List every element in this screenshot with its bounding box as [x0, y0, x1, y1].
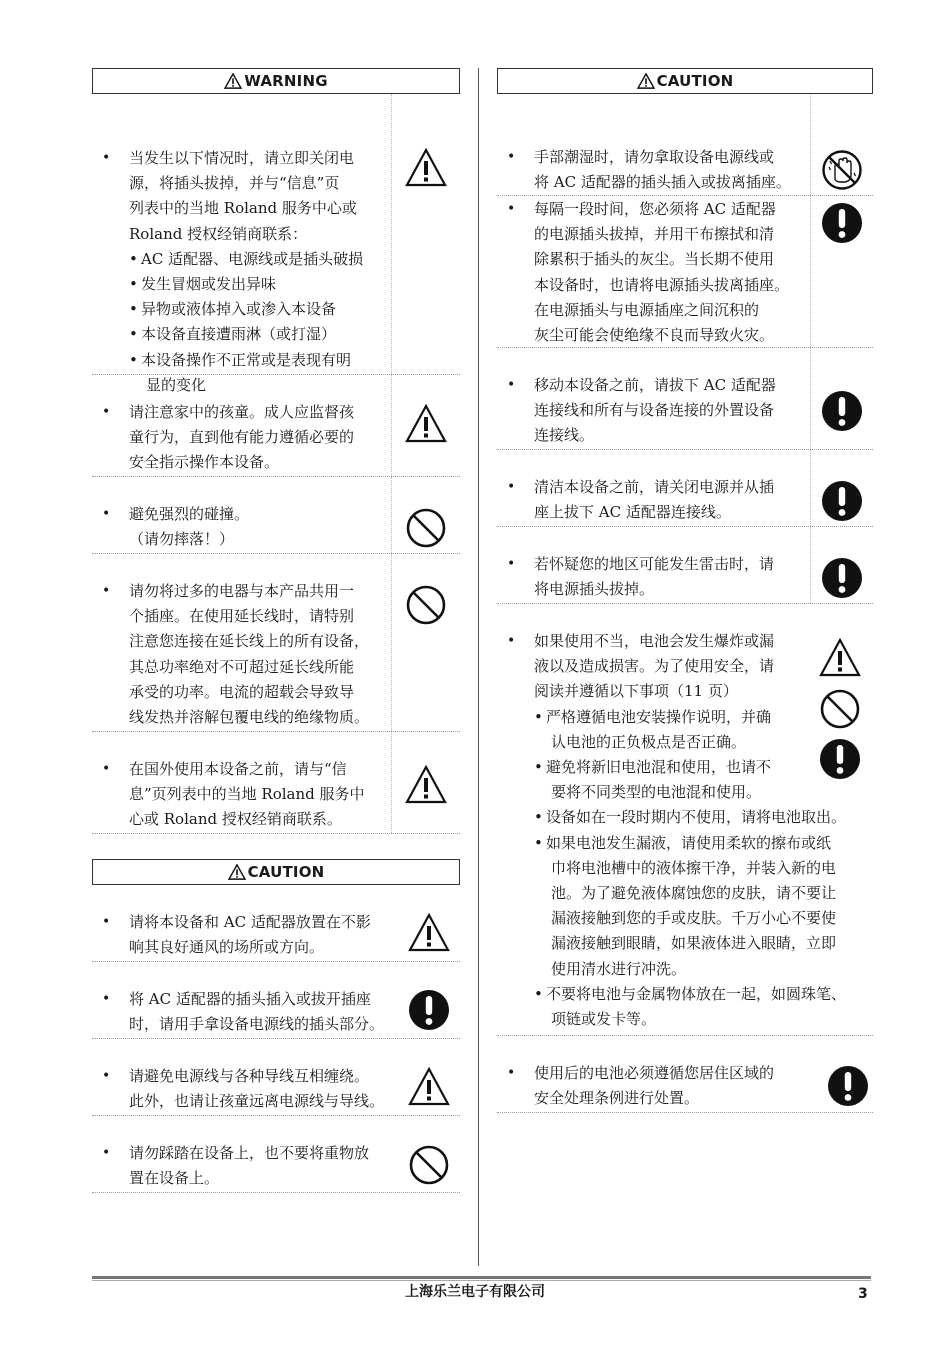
caution-header-label: CAUTION	[247, 863, 325, 881]
warning-triangle-icon	[637, 73, 655, 89]
item-text: 请将本设备和 AC 适配器放置在不影 响其良好通风的场所或方向。	[129, 913, 371, 957]
warning-item: • 在国外使用本设备之前，请与“信 息”页列表中的当地 Roland 服务中 心或 Roland 授权经销商联系。	[92, 732, 460, 834]
caution-item: • 将 AC 适配器的插头插入或拔开插座 时，请用手拿设备电源线的插头部分。	[92, 962, 460, 1039]
item-text: 在国外使用本设备之前，请与“信 息”页列表中的当地 Roland 服务中 心或 Roland 授权经销商联系。	[129, 760, 365, 829]
left-column	[92, 68, 460, 1193]
mandatory-action-icon	[821, 202, 863, 244]
item-text: 请勿将过多的电器与本产品共用一 个插座。在使用延长线时，请特别 注意您连接在延长线上的所有设备， 其总功率绝对不可超过延长线所能 承受的功率。电流的超载会导致导 线发热并溶解包覆电线的绝缘物质。	[129, 582, 370, 727]
right-column	[497, 68, 873, 1113]
item-text: 如果使用不当，电池会发生爆炸或漏 液以及造成损害。为了使用安全，请 阅读并遵循以下事项（11 页） • 严格遵循电池安装操作说明，并确 认电池的正负极点是否正确。 • 避免将新旧电池混和使用，也请不 要将不同类型的电池混和使用。 • 设备如在一段时期内不使用，请将电池取出。 • 如果电池发生漏液，请使用柔软的擦布或纸 巾将电池槽中的液体擦干净，并装入新的电 池。为了避免液体腐蚀您的皮肤，请不要让 漏液接触到您的手或皮肤。千万小心不要使 漏液接触到眼睛，如果液体进入眼睛，立即 使用清水进行冲洗。 • 不要将电池与金属物体放在一起，如圆珠笔、 项链或发卡等。	[534, 632, 847, 1029]
caution-item: • 清洁本设备之前，请关闭电源并从插 座上拔下 AC 适配器连接线。	[497, 450, 873, 527]
item-text: 使用后的电池必须遵循您居住区域的 安全处理条例进行处置。	[534, 1064, 775, 1108]
warning-item: • 当发生以下情况时，请立即关闭电 源，将插头拔掉，并与“信息”页 列表中的当地 Roland 服务中心或 Roland 授权经销商联系： • AC 适配器、电源线或是插头破损 • 发生冒烟或发出异味 • 异物或液体掉入或渗入本设备 • 本设备直接遭雨淋（或打湿） • 本设备操作不正常或是表现有明 显的变化	[92, 94, 460, 375]
caution-item: • 请将本设备和 AC 适配器放置在不影 响其良好通风的场所或方向。	[92, 885, 460, 962]
caution-header-label: CAUTION	[656, 72, 734, 90]
warning-item: • 请注意家中的孩童。成人应监督孩 童行为，直到他有能力遵循必要的 安全指示操作本设备。	[92, 375, 460, 477]
caution-header	[497, 68, 873, 94]
warning-triangle-icon	[819, 637, 861, 679]
caution-item: • 使用后的电池必须遵循您居住区域的 安全处理条例进行处置。	[497, 1036, 873, 1113]
caution-item: • 手部潮湿时，请勿拿取设备电源线或 将 AC 适配器的插头插入或拔离插座。	[497, 94, 873, 196]
caution-item: • 请勿踩踏在设备上，也不要将重物放 置在设备上。	[92, 1116, 460, 1193]
mandatory-action-icon	[819, 738, 861, 780]
item-text: 请勿踩踏在设备上，也不要将重物放 置在设备上。	[129, 1144, 370, 1188]
mandatory-action-icon	[821, 557, 863, 599]
caution-item: • 请避免电源线与各种导线互相缠绕。 此外，也请让孩童远离电源线与导线。	[92, 1039, 460, 1116]
warning-header	[92, 68, 460, 94]
mandatory-action-icon	[821, 390, 863, 432]
no-wet-hands-icon	[821, 149, 863, 191]
mandatory-action-icon	[821, 480, 863, 522]
item-text: 将 AC 适配器的插头插入或拔开插座 时，请用手拿设备电源线的插头部分。	[129, 990, 385, 1034]
footer-company: 上海乐兰电子有限公司	[405, 1284, 545, 1300]
warning-triangle-icon	[405, 764, 447, 806]
mandatory-action-icon	[408, 989, 450, 1031]
caution-item: • 移动本设备之前，请拔下 AC 适配器 连接线和所有与设备连接的外置设备 连接线。	[497, 348, 873, 450]
item-text: 每隔一段时间，您必须将 AC 适配器 的电源插头拔掉，并用干布擦拭和清 除累积于插头的灰尘。当长期不使用 本设备时，也请将电源插头拔离插座。 在电源插头与电源插座之间沉积的 灰尘可能会使绝缘不良而导致火灾。	[534, 200, 790, 345]
caution-header	[92, 859, 460, 885]
warning-header-label: WARNING	[244, 72, 328, 90]
warning-triangle-icon	[405, 403, 447, 445]
warning-triangle-icon	[408, 1066, 450, 1108]
warning-item: • 避免强烈的碰撞。 （请勿摔落！）	[92, 477, 460, 554]
item-text: 避免强烈的碰撞。 （请勿摔落！）	[129, 505, 250, 549]
page-number: 3	[858, 1286, 868, 1302]
caution-item: • 如果使用不当，电池会发生爆炸或漏 液以及造成损害。为了使用安全，请 阅读并遵循以下事项（11 页） • 严格遵循电池安装操作说明，并确 认电池的正负极点是否正确。 • 避免将新旧电池混和使用，也请不 要将不同类型的电池混和使用。 • 设备如在一段时期内不使用，请将电池取出。 • 如果电池发生漏液，请使用柔软的擦布或纸 巾将电池槽中的液体擦干净，并装入新的电 池。为了避免液体腐蚀您的皮肤，请不要让 漏液接触到您的手或皮肤。千万小心不要使 漏液接触到眼睛，如果液体进入眼睛，立即 使用清水进行冲洗。 • 不要将电池与金属物体放在一起，如圆珠笔、 项链或发卡等。	[497, 604, 873, 1036]
item-text: 移动本设备之前，请拔下 AC 适配器 连接线和所有与设备连接的外置设备 连接线。	[534, 376, 776, 445]
caution-item: • 每隔一段时间，您必须将 AC 适配器 的电源插头拔掉，并用干布擦拭和清 除累积于插头的灰尘。当长期不使用 本设备时，也请将电源插头拔离插座。 在电源插头与电源插座之间沉积的 灰尘可能会使绝缘不良而导致火灾。	[497, 196, 873, 348]
prohibited-icon	[405, 584, 447, 626]
item-text: 若怀疑您的地区可能发生雷击时，请 将电源插头拔掉。	[534, 555, 775, 599]
item-text: 清洁本设备之前，请关闭电源并从插 座上拔下 AC 适配器连接线。	[534, 478, 775, 522]
prohibited-icon	[405, 507, 447, 549]
warning-item: • 请勿将过多的电器与本产品共用一 个插座。在使用延长线时，请特别 注意您连接在延长线上的所有设备， 其总功率绝对不可超过延长线所能 承受的功率。电流的超载会导致导 线发热并溶解包覆电线的绝缘物质。	[92, 554, 460, 732]
item-text: 请注意家中的孩童。成人应监督孩 童行为，直到他有能力遵循必要的 安全指示操作本设备。	[129, 403, 355, 472]
warning-triangle-icon	[228, 864, 246, 880]
caution-item: • 若怀疑您的地区可能发生雷击时，请 将电源插头拔掉。	[497, 527, 873, 604]
item-text: 当发生以下情况时，请立即关闭电 源，将插头拔掉，并与“信息”页 列表中的当地 Roland 服务中心或 Roland 授权经销商联系： • AC 适配器、电源线或是插头破损 • 发生冒烟或发出异味 • 异物或液体掉入或渗入本设备 • 本设备直接遭雨淋（或打湿） • 本设备操作不正常或是表现有明 显的变化	[129, 149, 364, 394]
warning-triangle-icon	[224, 73, 242, 89]
warning-triangle-icon	[408, 912, 450, 954]
prohibited-icon	[408, 1144, 450, 1186]
column-divider	[478, 68, 479, 1266]
prohibited-icon	[819, 688, 861, 730]
mandatory-action-icon	[827, 1065, 869, 1107]
warning-triangle-icon	[405, 147, 447, 189]
footer-rule	[92, 1276, 871, 1279]
item-text: 请避免电源线与各种导线互相缠绕。 此外，也请让孩童远离电源线与导线。	[129, 1067, 385, 1111]
item-text: 手部潮湿时，请勿拿取设备电源线或 将 AC 适配器的插头插入或拔离插座。	[534, 148, 791, 192]
